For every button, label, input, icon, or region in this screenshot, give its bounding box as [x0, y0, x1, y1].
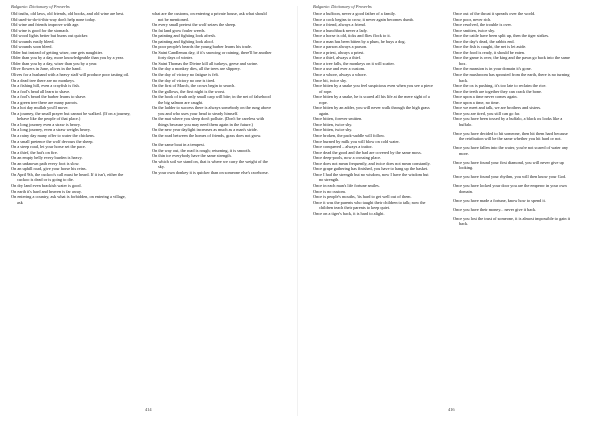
proverb-entry: On a long journey, even a straw weighs heavy. — [11, 127, 91, 133]
proverb-entry: Once bit, twice shy. — [313, 77, 347, 83]
proverb-entry: Once bitten, forever smitten. — [313, 116, 363, 122]
right-page — [306, 0, 596, 424]
proverb-entry: On the day of victory no fatigue is felt. — [152, 72, 219, 78]
proverb-entry: Old truths, old laws, old friends, old books, and old wine are best. — [11, 11, 125, 16]
proverb-entry: On the mat where you sleep don't pollute. (Don't be careless with things because you may need them again in the future.) — [152, 116, 265, 127]
proverb-entry: Older but instead of getting wiser, one gets naughtier. — [11, 49, 103, 55]
proverb-entry: On painting and fighting look aloof. — [152, 38, 215, 44]
running-header: Bulgaria: Dictionary of Proverbs — [313, 4, 372, 9]
proverb-entry: Once a priest, always a priest. — [313, 49, 365, 55]
proverb-entry: Once bitten by an adder, you will never walk through the high grass again. — [313, 105, 430, 116]
proverb-entry: Once a use and ever a custom. — [313, 66, 366, 72]
proverb-entry: Once it was the parents who taught their children to talk; now the children teach their parents to keep quiet. — [313, 199, 426, 211]
page-number: 416 — [448, 407, 455, 412]
proverb-entry: Once deep-pools, now a crossing place. — [313, 155, 382, 161]
proverb-entry: On the day of victory no one is tired. — [152, 77, 216, 83]
proverb-entry: Once you have made a fortune, know how to spend it. — [453, 197, 546, 203]
proverb-entry: On the new year daylight increases as much as a man's stride. — [152, 127, 258, 133]
proverb-entry: Once a tree falls, the monkeys on it will scatter. — [313, 60, 395, 66]
proverb-entry: Once upon a time, no time. — [453, 99, 500, 105]
left-page-column-1 — [11, 11, 131, 205]
proverb-entry: Once poor, never rich. — [453, 16, 492, 22]
proverb-entry: Once does not mean frequently, and twice does not mean constantly. — [313, 160, 431, 166]
proverb-entry: Once we meet and talk, we are brothers and sisters. — [453, 105, 542, 111]
proverb-entry: On fat land grow fouler weeds. — [152, 27, 206, 33]
proverb-entry: Once the mushroom has sprouted from the earth, there is no turning back. — [453, 72, 570, 83]
proverb-entry: Once a horse is old, ticks and flies flock to it. — [313, 33, 391, 39]
proverb-entry: Once burned by milk you will blow on cold water. — [313, 138, 400, 144]
right-page-column-2 — [453, 11, 573, 227]
proverb-entry: Once you lost the trust of someone, it is almost impossible to gain it back. — [453, 215, 570, 227]
proverb-entry: Once a parson always a parson. — [313, 44, 368, 50]
proverb-entry: Once is people's mouths, 'tis hard to get well out of them. — [313, 194, 412, 200]
proverb-entry: Once the day's dead, the rabbis end. — [453, 38, 515, 44]
proverb-entry: On the hook of truth only small carp will bite; in the net of falsehood the big salmon are caught. — [152, 94, 271, 105]
proverb-entry: On the day a monkey dies, all the trees are slippery. — [152, 66, 241, 72]
proverb-entry: On which soil we stand on, that is where we carry the weight of the sky. — [152, 158, 268, 170]
page-number: 414 — [145, 407, 152, 412]
proverb-entry: Olives for a husband with a heavy staff will produce poor tasting oil. — [11, 72, 130, 78]
proverb-entry: Once I had the strength but no wisdom, now I have the wisdom but no strength. — [313, 171, 429, 183]
proverb-entry: Once resolved, the trouble is over. — [453, 22, 512, 28]
proverb-entry: Once out of the throat it spreads over the world. — [453, 11, 536, 16]
proverb-entry: On thin ice everybody have the same strength. — [152, 153, 232, 159]
left-page-column-2 — [152, 11, 272, 175]
proverb-entry: On Saint Thomas the Divine kill all turkeys, geese and swine. — [152, 60, 259, 66]
proverb-entry: Once the fish is caught, the net is let aside. — [453, 44, 527, 50]
proverb-entry: On an empty belly every burden is heavy. — [11, 155, 83, 161]
proverb-entry: Once the teeth are together they can crack the bone. — [453, 88, 542, 94]
proverb-entry: On the gallows, the first night is the worst. — [152, 88, 226, 94]
proverb-entry: Once grape gathering has finished, you have to hang up the basket. — [313, 166, 429, 172]
proverb-entry: On an uphill road, give your horse his reins. — [11, 166, 87, 172]
proverb-entry: On April 9th, the cuckoo's call must be heard. If it isn't, either the cuckoo is dead or is going to die. — [11, 171, 124, 183]
proverb-entry: On a journey, the small prayer but cannot be walked. (If on a journey, behave like the people of that place.) — [11, 110, 131, 122]
proverb-entry: On the same boat in a tempest. — [152, 141, 205, 147]
proverb-entry: Once a whore, always a whore. — [313, 72, 367, 78]
proverb-entry: Once you have fallen into the water, you're not scared of water any more. — [453, 145, 569, 156]
proverb-entry: Once a friend, always a friend. — [313, 22, 366, 28]
proverb-entry: Once a thief, always a thief. — [313, 55, 362, 61]
proverb-entry: Once the food is ready, it should be eaten. — [453, 49, 526, 55]
proverb-entry: Old wine and friends improve with age. — [11, 22, 80, 28]
proverb-entry: Once you have decided to hit someone, then hit them hard because the retribution will be the same whether you hit hard or not. — [453, 130, 568, 142]
proverb-entry: Once bitten by a snake, he is scared all his life at the mere sight of a rope. — [313, 94, 430, 105]
proverb-entry: Once the ox is pushing, it's too late to reclaim the rice. — [453, 83, 547, 89]
proverb-entry: On a small pretence the wolf devours the sheep. — [11, 138, 94, 144]
proverb-entry: Olive flowers in June, olives in the hand. — [11, 66, 82, 72]
proverb-entry: Once broken, the pack-saddle will follow. — [313, 133, 385, 139]
proverb-entry: On a fool's head all learn to shave. — [11, 88, 71, 94]
proverb-entry: Once bitten, twice shy. — [313, 127, 353, 133]
proverb-entry: Once smitten, twice shy. — [453, 27, 496, 33]
proverb-entry: Once the game is over, the king and the pawn go back into the same box. — [453, 55, 570, 66]
running-header: Bulgaria: Dictionary of Proverbs — [11, 4, 70, 9]
proverb-entry: Once is no custom. — [313, 188, 346, 194]
proverb-entry: On earth it's hard and heaven is far away. — [11, 188, 82, 194]
proverb-entry: On painting and fighting look afresh. — [152, 33, 216, 39]
proverb-entry: Once a hunchback never a lady. — [313, 27, 368, 33]
proverb-entry: Once you have locked your door you are the emperor in your own domain. — [453, 183, 567, 194]
left-page — [0, 0, 290, 424]
proverb-entry: On a long journey even a straw is heavy. — [11, 121, 81, 127]
proverb-entry: Once a man has been bitten by a plum, he buys a dog. — [313, 38, 406, 44]
proverb-entry: On the ladder to success there is always somebody on the rung above you and who uses your head to steady himself. — [152, 105, 272, 116]
proverb-entry: On a fool's beard the barber learns to shave. — [11, 94, 87, 100]
proverb-entry: Old wounds easily bleed. — [11, 38, 55, 44]
proverb-entry: Once on a tiger's back, it is hard to alight. — [313, 210, 385, 216]
proverb-entry: On a green tree there are many parrots. — [11, 99, 79, 105]
book-gutter — [297, 6, 298, 416]
proverb-entry: Once bitten, twice shy. — [313, 121, 353, 127]
proverb-entry: Once a buffoon, never a good father of a family. — [313, 11, 396, 16]
proverb-entry: On the way out, the road is rough; returning, it is smooth. — [152, 147, 251, 153]
proverb-entry: On poor people's beards the young barber learns his trade. — [152, 44, 252, 50]
proverb-entry: Once you have found your rhythm, you will then know your God. — [453, 174, 567, 180]
proverb-entry: Once upon a time never comes again. — [453, 94, 518, 100]
proverb-entry: Older than you by a day, wiser than you by a year. — [11, 60, 98, 66]
proverb-entry: Once a cock begins to crow, it never again becomes dumb. — [313, 16, 414, 22]
proverb-entry: Once conquered – always a traitor. — [313, 144, 373, 150]
proverb-entry: On your own donkey it is quicker than on someone else's racehorse. — [152, 169, 269, 175]
proverb-entry: Once you have found your first diamond, you will never give up looking. — [453, 159, 564, 171]
proverb-entry: On a dead tree there are no monkeys. — [11, 77, 75, 83]
proverb-entry: Once dead the good and the bad are covered by the same moss. — [313, 149, 422, 155]
proverb-entry: Once the cattle have been split up, then the tiger strikes. — [453, 33, 550, 39]
proverb-entry: Once you have their money... never give it back. — [453, 206, 537, 212]
proverb-entry: Old wounds soon bleed. — [11, 44, 53, 50]
proverb-entry: Once in each man's life fortune smiles. — [313, 182, 380, 188]
proverb-entry: Once bitten by a snake you feel suspicious even when you see a piece of rope. — [313, 83, 433, 94]
proverb-entry: On a steep road, let your horse set the pace. — [11, 144, 86, 150]
proverb-entry: On Saint Candlemas day, if it's snowing or raining, there'll be another forty days of winter. — [152, 49, 272, 61]
proverb-entry: On a thief, the hat's on fire. — [11, 149, 58, 155]
right-page-column-1 — [313, 11, 433, 216]
proverb-entry: Old wood lights better but burns out quicker. — [11, 33, 89, 39]
proverb-entry: On an unknown path every foot is slow. — [11, 160, 80, 166]
proverb-entry: On dry land even brackish water is good. — [11, 182, 82, 188]
proverb-entry: On the road between the homes of friends, grass does not grow. — [152, 133, 262, 139]
proverb-entry: what are the customs, on entering a private house, ask what should not be mentioned. — [152, 11, 267, 22]
proverb-entry: On entering a country, ask what is forbidden, on entering a village, ask — [11, 194, 126, 205]
proverb-entry: Old wine is good for the stomach. — [11, 27, 70, 33]
proverb-entry: On every small pretext the wolf seizes the sheep. — [152, 22, 237, 28]
proverb-entry: Old used-to-do-it-this-way don't help none today. — [11, 16, 96, 22]
proverb-entry: Once you are tired, you still can go far. — [453, 110, 521, 116]
proverb-entry: On the first of March, the crows begin to search. — [152, 83, 236, 89]
proverb-entry: Once you have been tossed by a buffalo, a black ox looks like a buffalo. — [453, 116, 563, 127]
proverb-entry: Once the mansion is in your domain it's gone. — [453, 66, 532, 72]
proverb-entry: On a rainy day many offer to water the chickens. — [11, 133, 95, 139]
proverb-entry: On a fishing hill, even a crayfish is fish. — [11, 83, 80, 89]
proverb-entry: On a hot day mullah you'll move. — [11, 105, 69, 111]
proverb-entry: Older than you by a day, more knowledgeable than you by a year. — [11, 55, 124, 61]
